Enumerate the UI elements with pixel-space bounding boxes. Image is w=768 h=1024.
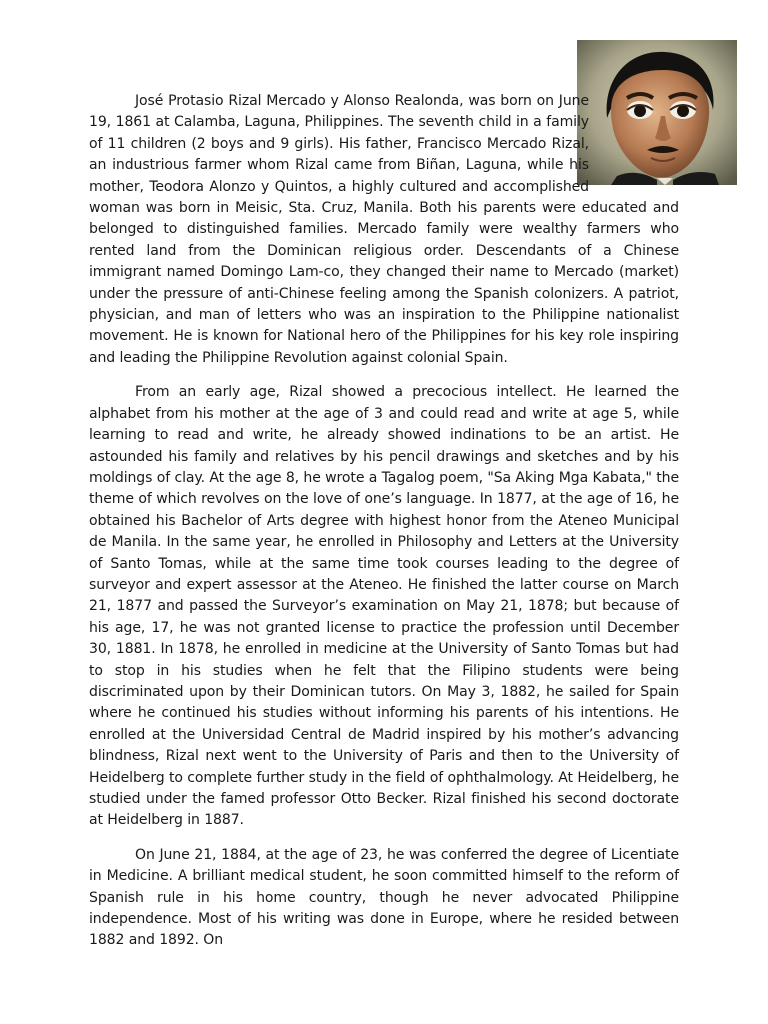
image-wrap-spacer [595,91,679,198]
paragraph-birth [89,91,679,369]
body-text [89,91,679,965]
paragraph-medicine: On June 21, 1884, at the age of 23, he was conferred the degree of Licentiate in Medicine. A brilliant medical student, he soon committed himself to the reform of Spanish rule in his home country, though he never advocated Philippine independence. Most of his writing was done in Europe, where he resided between 1882 and 1892. On [89,846,679,949]
paragraph-education: From an early age, Rizal showed a precocious intellect. He learned the alphabet from his mother at the age of 3 and could read and write at age 5, while learning to read and write, he already showed indinations to be an artist. He astounded his family and relatives by his pencil drawings and sketches and by his moldings of clay. At the age 8, he wrote a Tagalog poem, "Sa Aking Mga Kabata," the theme of which revolves on the love of one’s language. In 1877, at the age of 16, he obtained his Bachelor of Arts degree with highest honor from the Ateneo Municipal de Manila. In the same year, he enrolled in Philosophy and Letters at the University of Santo Tomas, while at the same time took courses leading to the degree of surveyor and expert assessor at the Ateneo. He finished the latter course on March 21, 1877 and passed the Surveyor’s examination on May 21, 1878; but because of his age, 17, he was not granted license to practice the profession until December 30, 1881. In 1878, he enrolled in medicine at the University of Santo Tomas but had to stop in his studies when he felt that the Filipino students were being discriminated upon by their Dominican tutors. On May 3, 1882, he sailed for Spain where he continued his studies without informing his parents of his intentions. He enrolled at the Universidad Central de Madrid inspired by his mother’s advancing blindness, Rizal next went to the University of Paris and then to the University of Heidelberg to complete further study in the field of ophthalmology. At Heidelberg, he studied under the famed professor Otto Becker. Rizal finished his second doctorate at Heidelberg in 1887. [89,384,679,829]
paragraph-birth-text: José Protasio Rizal Mercado y Alonso Realonda, was born on June 19, 1861 at Calamba, Laguna, Philippines. The seventh child in a family of 11 children (2 boys and 9 girls). His father, Francisco Mercado Rizal, an industrious farmer whom Rizal came from Biñan, Laguna, while his mother, Teodora Alonzo y Quintos, a highly cultured and accomplished woman was born in Meisic, Sta. Cruz, Manila. Both his parents were educated and belonged to distinguished families. Mercado family were wealthy farmers who rented land from the Dominican religious order. Descendants of a Chinese immigrant named Domingo Lam-co, they changed their name to Mercado (market) under the pressure of anti-Chinese feeling among the Spanish colonizers. A patriot, physician, and man of letters who was an inspiration to the Philippine nationalist movement. He is known for National hero of the Philippines for his key role inspiring and leading the Philippine Revolution against colonial Spain. [89,93,679,366]
